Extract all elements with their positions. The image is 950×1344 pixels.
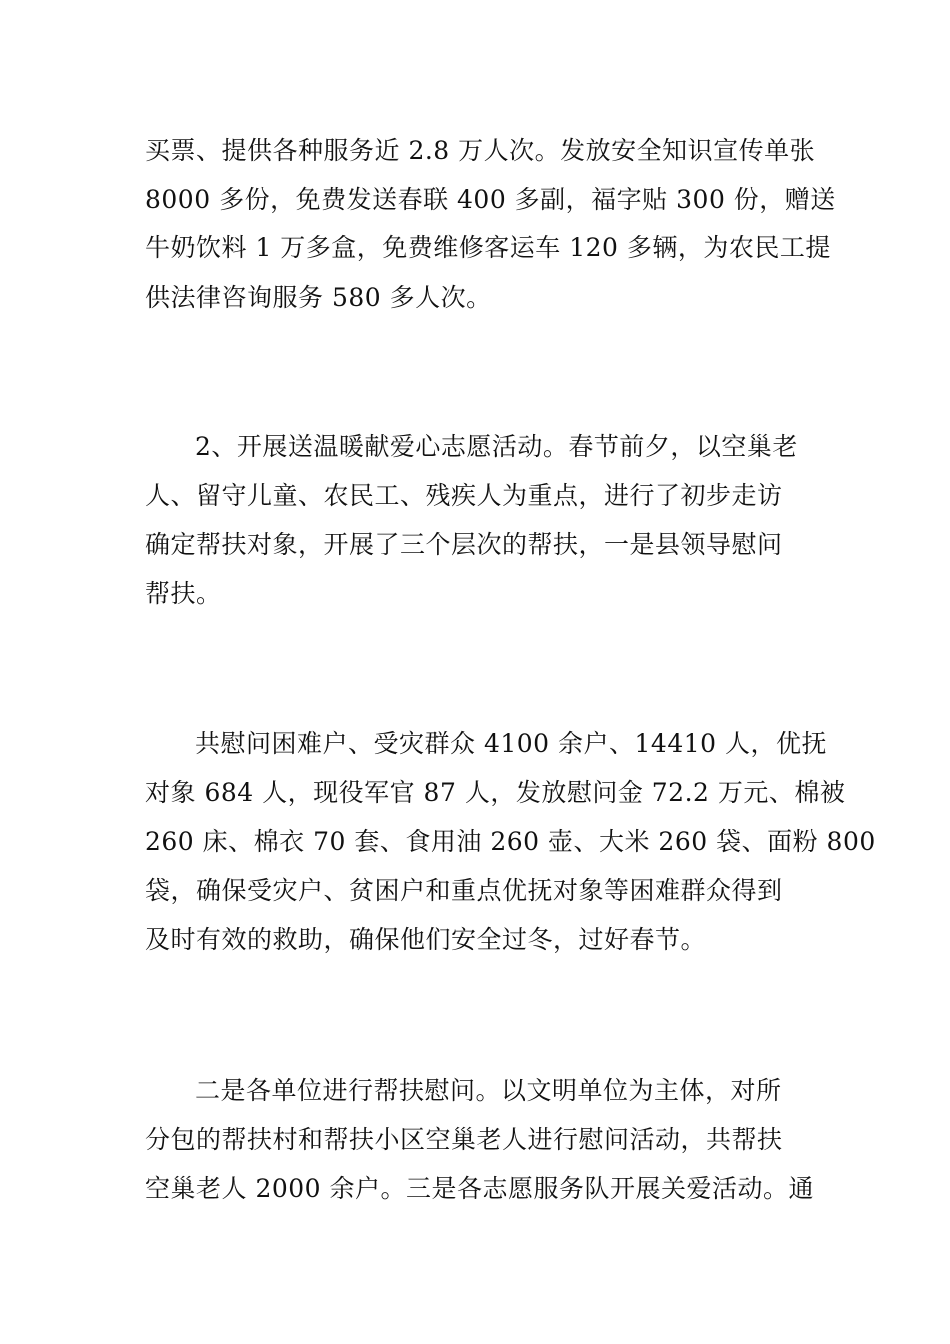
text-line: 分包的帮扶村和帮扶小区空巢老人进行慰问活动，共帮扶	[145, 1125, 783, 1154]
text-line: 供法律咨询服务 580 多人次。	[145, 283, 492, 312]
text-line: 260 床、棉衣 70 套、食用油 260 壶、大米 260 袋、面粉 800	[145, 827, 876, 856]
text-line: 买票、提供各种服务近 2.8 万人次。发放安全知识宣传单张	[145, 136, 816, 165]
text-line: 人、留守儿童、农民工、残疾人为重点，进行了初步走访	[145, 481, 783, 510]
text-line: 牛奶饮料 1 万多盒，免费维修客运车 120 多辆，为农民工提	[145, 233, 831, 262]
text-line: 袋，确保受灾户、贫困户和重点优抚对象等困难群众得到	[145, 876, 783, 905]
text-line: 共慰问困难户、受灾群众 4100 余户、14410 人，优抚	[195, 729, 827, 758]
text-line: 2、开展送温暖献爱心志愿活动。春节前夕，以空巢老	[195, 432, 798, 461]
text-line: 8000 多份，免费发送春联 400 多副，福字贴 300 份，赠送	[145, 185, 836, 214]
text-line: 确定帮扶对象，开展了三个层次的帮扶，一是县领导慰问	[145, 530, 783, 559]
text-line: 及时有效的救助，确保他们安全过冬，过好春节。	[145, 925, 707, 954]
text-line: 空巢老人 2000 余户。三是各志愿服务队开展关爱活动。通	[145, 1174, 815, 1203]
text-line: 二是各单位进行帮扶慰问。以文明单位为主体，对所	[195, 1076, 782, 1105]
text-line: 帮扶。	[145, 579, 222, 608]
text-line: 对象 684 人，现役军官 87 人，发放慰问金 72.2 万元、棉被	[145, 778, 846, 807]
